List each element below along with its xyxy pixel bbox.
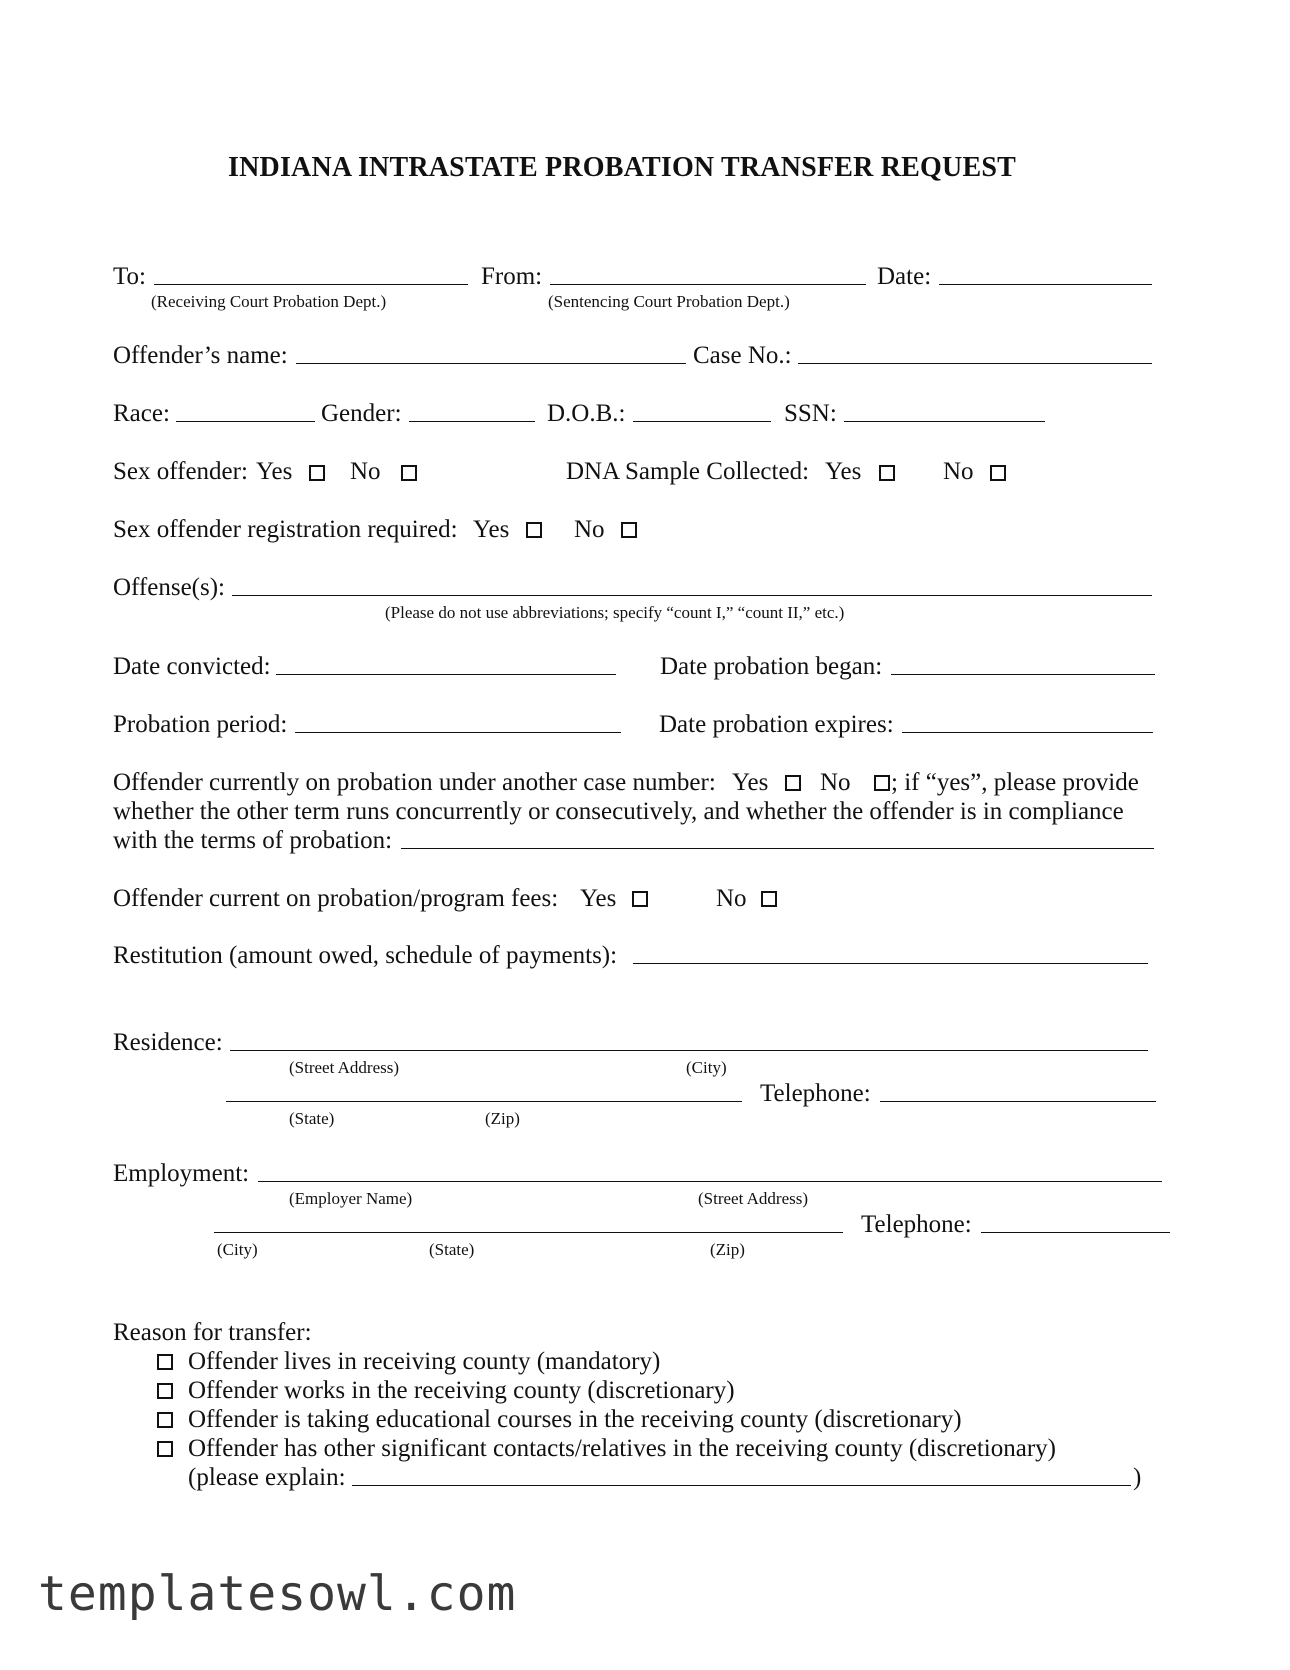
reason-option-label: Offender is taking educational courses in the receiving county (discretionary)	[188, 1406, 962, 1433]
to-field[interactable]	[154, 284, 468, 285]
gender-field[interactable]	[409, 421, 535, 422]
reason-option-checkbox[interactable]	[157, 1412, 173, 1428]
offender-name-label: Offender’s name:	[113, 342, 288, 369]
offender-name-field[interactable]	[296, 363, 686, 364]
residence-street-hint: (Street Address)	[289, 1058, 400, 1077]
probation-period-field[interactable]	[295, 732, 621, 733]
fees-no-label: No	[716, 885, 747, 912]
registration-label: Sex offender registration required:	[113, 516, 458, 543]
reason-option-label: Offender lives in receiving county (mandatory)	[188, 1348, 661, 1375]
probation-expires-field[interactable]	[902, 732, 1153, 733]
case-no-label: Case No.:	[693, 342, 792, 369]
reason-explain-close: )	[1133, 1464, 1142, 1491]
from-field[interactable]	[550, 284, 866, 285]
probation-began-label: Date probation began:	[660, 653, 883, 680]
employer-name-hint: (Employer Name)	[289, 1189, 413, 1208]
registration-no-label: No	[574, 516, 605, 543]
residence-telephone-field[interactable]	[880, 1101, 1156, 1102]
reason-label: Reason for transfer:	[113, 1319, 312, 1346]
employer-street-hint: (Street Address)	[698, 1189, 809, 1208]
to-label: To:	[113, 263, 146, 290]
offense-label: Offense(s):	[113, 574, 225, 601]
residence-zip-hint: (Zip)	[485, 1109, 520, 1128]
other-case-no-checkbox[interactable]	[874, 775, 890, 791]
residence-label: Residence:	[113, 1029, 223, 1056]
registration-yes-label: Yes	[473, 516, 510, 543]
employment-field[interactable]	[258, 1181, 1162, 1182]
fees-yes-checkbox[interactable]	[632, 891, 648, 907]
dna-yes-label: Yes	[825, 458, 862, 485]
residence-city-hint: (City)	[686, 1058, 727, 1077]
other-case-label: Offender currently on probation under another case number:	[113, 769, 716, 796]
dna-no-checkbox[interactable]	[990, 465, 1006, 481]
probation-period-label: Probation period:	[113, 711, 288, 738]
reason-option-checkbox[interactable]	[157, 1383, 173, 1399]
employment-city-state-zip-field[interactable]	[214, 1232, 843, 1233]
other-case-yes-checkbox[interactable]	[785, 775, 801, 791]
employment-telephone-label: Telephone:	[861, 1211, 972, 1238]
reason-option-label: Offender has other significant contacts/relatives in the receiving county (discretionary)	[188, 1435, 1056, 1462]
sex-offender-no-label: No	[350, 458, 381, 485]
employer-zip-hint: (Zip)	[710, 1240, 745, 1259]
employer-city-hint: (City)	[217, 1240, 258, 1259]
date-convicted-label: Date convicted:	[113, 653, 271, 680]
dob-field[interactable]	[633, 421, 771, 422]
other-case-no-label: No	[820, 769, 851, 796]
restitution-label: Restitution (amount owed, schedule of payments):	[113, 942, 618, 969]
employment-telephone-field[interactable]	[981, 1232, 1170, 1233]
registration-no-checkbox[interactable]	[621, 522, 637, 538]
date-field[interactable]	[939, 284, 1152, 285]
race-field[interactable]	[176, 421, 315, 422]
dna-label: DNA Sample Collected:	[566, 458, 810, 485]
to-hint: (Receiving Court Probation Dept.)	[151, 292, 387, 311]
reason-explain-label: (please explain:	[188, 1464, 346, 1491]
date-label: Date:	[877, 263, 932, 290]
gender-label: Gender:	[321, 400, 402, 427]
offense-field[interactable]	[232, 595, 1152, 596]
ssn-label: SSN:	[784, 400, 837, 427]
employer-state-hint: (State)	[429, 1240, 475, 1259]
residence-street-field[interactable]	[230, 1050, 1148, 1051]
sex-offender-yes-label: Yes	[256, 458, 293, 485]
reason-explain-field[interactable]	[352, 1485, 1131, 1486]
sex-offender-no-checkbox[interactable]	[401, 465, 417, 481]
other-case-tail: ; if “yes”, please provide	[891, 769, 1139, 796]
other-case-line3: with the terms of probation:	[113, 827, 393, 854]
probation-expires-label: Date probation expires:	[659, 711, 894, 738]
date-convicted-field[interactable]	[276, 674, 616, 675]
residence-telephone-label: Telephone:	[760, 1080, 871, 1107]
reason-option-checkbox[interactable]	[157, 1354, 173, 1370]
ssn-field[interactable]	[844, 421, 1045, 422]
other-case-line2: whether the other term runs concurrently or consecutively, and whether the offender is in compliance	[113, 798, 1124, 825]
offense-hint: (Please do not use abbreviations; specify “count I,” “count II,” etc.)	[385, 603, 845, 622]
sex-offender-label: Sex offender:	[113, 458, 248, 485]
form-title: INDIANA INTRASTATE PROBATION TRANSFER REQUEST	[228, 152, 1016, 183]
probation-began-field[interactable]	[891, 674, 1155, 675]
reason-option-checkbox[interactable]	[157, 1441, 173, 1457]
from-hint: (Sentencing Court Probation Dept.)	[548, 292, 790, 311]
case-no-field[interactable]	[798, 363, 1152, 364]
sex-offender-yes-checkbox[interactable]	[309, 465, 325, 481]
residence-state-hint: (State)	[289, 1109, 335, 1128]
watermark: templatesowl.com	[38, 1566, 517, 1622]
fees-no-checkbox[interactable]	[761, 891, 777, 907]
other-case-field[interactable]	[401, 848, 1154, 849]
fees-yes-label: Yes	[580, 885, 617, 912]
reason-option-label: Offender works in the receiving county (discretionary)	[188, 1377, 735, 1404]
employment-label: Employment:	[113, 1160, 250, 1187]
other-case-yes-label: Yes	[732, 769, 769, 796]
fees-label: Offender current on probation/program fees:	[113, 885, 559, 912]
dna-no-label: No	[943, 458, 974, 485]
dna-yes-checkbox[interactable]	[879, 465, 895, 481]
from-label: From:	[481, 263, 543, 290]
race-label: Race:	[113, 400, 170, 427]
registration-yes-checkbox[interactable]	[526, 522, 542, 538]
dob-label: D.O.B.:	[547, 400, 626, 427]
residence-state-zip-field[interactable]	[226, 1101, 742, 1102]
restitution-field[interactable]	[633, 963, 1148, 964]
